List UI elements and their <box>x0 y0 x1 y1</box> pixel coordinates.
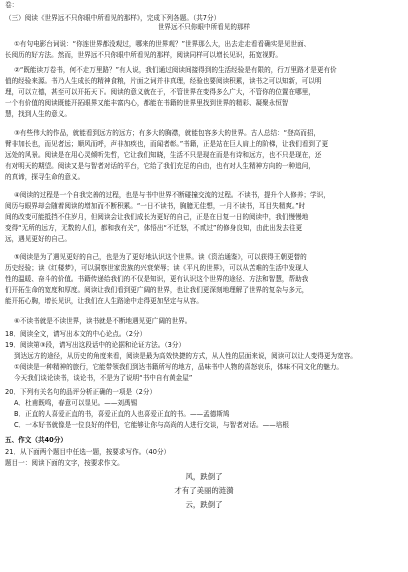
paragraph-3-line: 臂非加长也，而见者远；顺风而呼，声非加疾也，而闻者彰。”书籍，正是站在巨人肩上的阶梯，让我们看到了更 <box>5 140 329 148</box>
question-19-option: 今天我们谈论读书，谈论书，不是为了说明“书中自有黄金屋” <box>14 374 193 382</box>
header-fragment: 卷： <box>5 1 19 9</box>
paragraph-2-line: 一个有价值的阅读既能开拓眼界又能丰富内心，都能在书籍的世界里找到世界的精彩、凝聚永恒智 <box>5 99 289 107</box>
paragraph-3-line: ③有些伟大的作品，就能看到远方的远方；有多大的胸襟，就能包容多大的世界。古人总结：“登高而招， <box>14 129 321 137</box>
question-20-option-c: C．一本好书就像是一位良好的伴侣，它能够让你与高尚的人进行交谈，与智者对话。——培根 <box>14 421 289 429</box>
question-19-option: ①阅读是一种精神的旅行，它能带领我们到达书籍所写的地方，品味书中人物的喜怒哀乐，体味不同文化的魅力。 <box>14 363 344 371</box>
poem-line: 风，跌倒了 <box>185 472 223 481</box>
paragraph-4-line: 变得“无所的远方，无数的人们，都和我有关”，体悟出“不迁怒，不贰过”的修身良知，由此出发去往更 <box>5 224 303 232</box>
question-20: 20．下列有关名句的品评分析正确的一项是（2分） <box>5 388 157 396</box>
paragraph-5-line: 历史经验；读《红楼梦》，可以洞察世家贵族的兴衰荣辱；读《平凡的世界》，可以从苦难的生活中发现人 <box>5 264 309 272</box>
paragraph-5-line: 们开拓生命的宽度和厚度。阅读让我们看到更广阔的世界，也让我们更深刻地理解了世界的复杂与多元， <box>5 286 309 294</box>
paragraph-2-line: 理，可以立德，甚至可以开拓天下。阅读的意义就在于，不管世界在变得多么广大，不管你的位置在哪里， <box>5 88 315 96</box>
writing-section-heading: 五、作文（共40分） <box>5 436 67 444</box>
question-19-option: 到达远方的途径，从历史的角度来看，阅读是最为高效快捷的方式，从人性的层面来说，阅读可以让人变得更为宽容。 <box>14 352 357 360</box>
paragraph-3-line: 的真谛，探寻生命的意义。 <box>5 173 85 181</box>
poem-line: 才有了美丽的涟漪 <box>174 486 234 495</box>
poem-line: 云，跌倒了 <box>185 500 223 509</box>
paragraph-5-line: ⑤阅读是为了遇见更好的自己，也是为了更好地认识这个世界。读《资治通鉴》，可以获得王朝更替的 <box>14 253 307 261</box>
question-20-option-a: A．杜甫既鸣，春意可以显见。——刘禹锡 <box>14 399 138 407</box>
paragraph-2-line: ②“既能读万卷书，何不走万里路？”有人说，我们通过阅读间接得到的生活经验是有限的，行万里路才是更有价 <box>14 66 337 74</box>
paragraph-4-line: 远，遇见更好的自己。 <box>5 235 71 243</box>
writing-prompt: 题目一：阅读下面的文字，按要求作文。 <box>5 459 124 467</box>
question-18: 18．阅读全文，请写出本文的中心论点。（2分） <box>5 330 147 338</box>
paragraph-6-line: ⑥不读书就是不读世界，读书就是不断地遇见更广阔的世界。 <box>14 317 192 325</box>
paragraph-2-line: 慧，找到人生的意义。 <box>5 110 71 118</box>
paragraph-5-line: 性的温暖、奋斗的价值。书籍传递给我们的不仅是知识，更有认识这个世界的途径、方法和智慧，帮助我 <box>5 275 309 283</box>
paragraph-1-line: ①有句电影台词说：“你连世界都没观过，哪来的世界观？”世界那么大，出去走走看看确实是见世面、 <box>14 40 311 48</box>
paragraph-5-line: 能开拓心胸，增长见识，让我们在人生路途中走得更加坚定与从容。 <box>5 297 203 305</box>
paragraph-4-line: 阅历与眼界却会随着阅读的增加而不断积累。“一日不读书，胸臆无佳想，一月不读书，耳目失精爽。”时 <box>5 202 306 210</box>
paragraph-4-line: 间的改变可能抵挡不住岁月，但阅读会让我们成长为更好的自己，正是在日复一日的阅读中，我们慢慢地 <box>5 213 309 221</box>
essay-title: 世界远不只你眼中所看见的那样 <box>157 23 251 31</box>
paragraph-1-line: 长阅历的好方法。然而，世界远不只你眼中所看见的那样，阅读同样可以增长见识，拓宽视野。 <box>5 51 282 59</box>
question-19: 19．阅读第③段，请写出这段话中的论据和论证方法。（3分） <box>5 341 186 349</box>
paragraph-3-line: 有对明天的期望。阅读又是与智者对话的平台，它给了我们充足的自由，也有对人生精神方向的一种追问， <box>5 162 315 170</box>
paragraph-3-line: 远处的风景。阅读是在用心灵倾听先哲，它让我们知晓，生活不只是现在而是有诗和远方，也不只是现在，还 <box>5 151 322 159</box>
paragraph-2-line: 值的经验来源。书乃人生成长的精神食粮，片面之词并非真理，经验也要阅读积累，读书之可以知新，可以明 <box>5 77 322 85</box>
paragraph-4-line: ④阅读的过程是一个自我完善的过程，也是与书中世界不断碰撞交流的过程。不读书，提升个人修养；学识， <box>14 191 330 199</box>
question-21: 21．从下面两个题目中任选一题，按要求写作。（40分） <box>5 448 171 456</box>
section-intro: （三）阅读《世界远不只你眼中所看见的那样》，完成下列各题。（共7分） <box>5 14 221 22</box>
question-20-option-b: B．正直的人喜爱正直的书，喜爱正直的人也喜爱正直的书。——孟德斯鸠 <box>14 410 230 418</box>
